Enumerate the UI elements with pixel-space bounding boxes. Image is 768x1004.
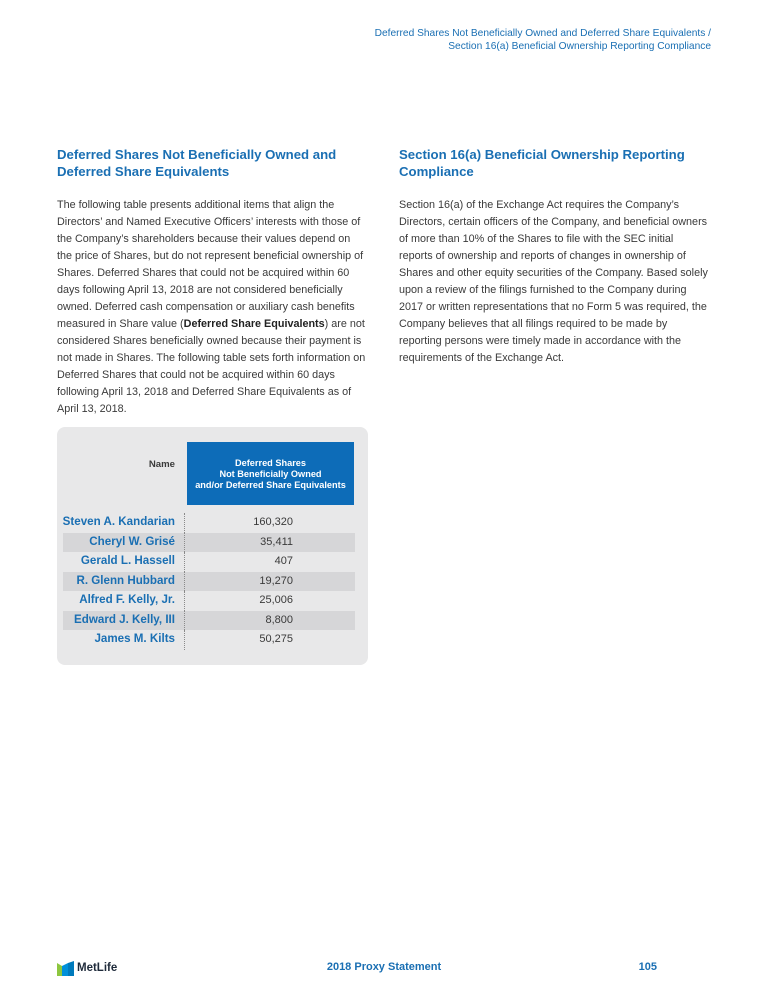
table-header-deferred-shares	[187, 442, 354, 505]
metlife-wordmark: MetLife	[77, 962, 118, 974]
column-divider	[184, 552, 185, 572]
table-row	[57, 513, 368, 533]
row-value: 25,006	[259, 594, 293, 606]
column-divider	[184, 611, 185, 631]
section-16a-heading: Section 16(a) Beneficial Ownership Reporting Compliance	[399, 147, 685, 179]
deferred-shares-text-part-1: The following table presents additional items that align the Directors’ and Named Executive Officers’ interests with those of the Company’s shareholders because their values depend on the price of Shares, but do not represent beneficial ownership of Shares. Deferred Shares that could not be acquired within 60 days following April 13, 2018 are not considered beneficially owned. Deferred cash compensation or auxiliary cash benefits measured in Share value (	[57, 199, 364, 330]
row-value: 407	[274, 555, 293, 567]
row-value: 50,275	[259, 633, 293, 645]
running-header	[291, 27, 711, 53]
row-value: 35,411	[260, 535, 293, 548]
row-name: Edward J. Kelly, III	[74, 612, 175, 626]
page-number: 105	[638, 961, 657, 973]
row-name: Steven A. Kandarian	[62, 515, 175, 528]
running-header-line-2: Section 16(a) Beneficial Ownership Reporting Compliance	[448, 41, 711, 52]
deferred-shares-text-part-2: ) are not considered Shares beneficially owned because their payment is not made in Shares. The following table sets forth information on Deferred Shares that could not be acquired within 60 days following April 13, 2018 and Deferred Share Equivalents as of April 13, 2018.	[57, 318, 366, 415]
table-row	[57, 591, 368, 611]
deferred-share-equivalents-term: Deferred Share Equivalents	[183, 318, 325, 330]
column-divider	[184, 513, 185, 533]
deferred-shares-section	[57, 146, 367, 418]
running-header-line-1: Deferred Shares Not Beneficially Owned and Deferred Share Equivalents /	[374, 28, 711, 39]
table-row	[57, 533, 368, 553]
column-divider	[184, 572, 185, 592]
column-divider	[184, 591, 185, 611]
row-name: Alfred F. Kelly, Jr.	[79, 593, 175, 606]
table-row	[57, 611, 368, 631]
table-row	[57, 630, 368, 650]
table-row	[57, 572, 368, 592]
table-body	[57, 513, 368, 650]
table-header-line-3: and/or Deferred Share Equivalents	[195, 480, 346, 490]
table-header-name: Name	[148, 459, 175, 470]
section-16a-section	[399, 146, 709, 367]
row-value: 160,320	[253, 516, 293, 528]
row-name: Gerald L. Hassell	[80, 554, 175, 567]
deferred-shares-heading: Deferred Shares Not Beneficially Owned and Deferred Share Equivalents	[57, 147, 337, 179]
row-name: Cheryl W. Grisé	[89, 534, 175, 548]
table-row	[57, 552, 368, 572]
deferred-shares-table	[57, 427, 368, 665]
row-name: James M. Kilts	[94, 632, 175, 645]
column-divider	[184, 533, 185, 553]
column-divider	[184, 630, 185, 650]
table-header-line-2: Not Beneficially Owned	[219, 469, 322, 479]
footer-document-title: 2018 Proxy Statement	[326, 961, 442, 973]
table-header-line-1: Deferred Shares	[235, 458, 306, 468]
deferred-shares-paragraph	[57, 197, 367, 418]
row-value: 8,800	[265, 613, 293, 626]
row-value: 19,270	[259, 574, 293, 587]
row-name: R. Glenn Hubbard	[76, 573, 175, 587]
section-16a-paragraph: Section 16(a) of the Exchange Act requires the Company’s Directors, certain officers of the Company, and beneficial owners of more than 10% of the Shares to file with the SEC initial reports of ownership and reports of changes in ownership of Shares and other equity securities of the Company. Based solely upon a review of the filings furnished to the Company during 2017 or written representations that no Form 5 was required, the Company believes that all filings required to be made by reporting persons were timely made in accordance with the requirements of the Exchange Act.	[399, 199, 708, 364]
